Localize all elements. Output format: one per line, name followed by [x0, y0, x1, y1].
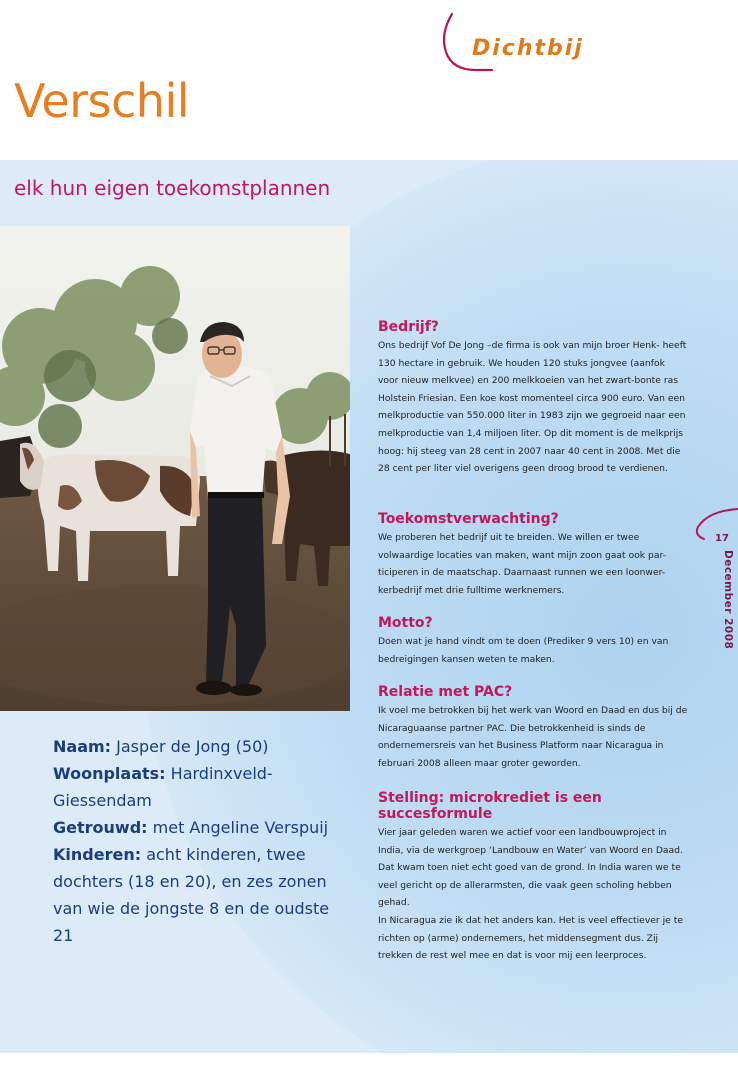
section-body: Ik voel me betrokken bij het werk van Woord en Daad en dus bij de Nicaraguaanse partner PAC. Die betrokkenheid is sinds de ondernemersreis van het Business Platform naar Nicaragua in februari 2008 alleen maar groter geworden. — [378, 705, 688, 769]
section-motto — [378, 615, 688, 668]
profile-children-value: acht kinderen, twee dochters (18 en 20), en zes zonen van wie de jongste 8 en de oudste 21 — [53, 845, 330, 945]
profile-married — [53, 814, 353, 841]
profile-married-value: met Angeline Verspuij — [152, 818, 329, 837]
dichtbij-logo — [438, 8, 598, 72]
section-body: Ons bedrijf Vof De Jong –de firma is ook van mijn broer Henk- heeft 130 hectare in gebruik. We houden 120 stuks jongvee (aanfok voor nieuw melkvee) en 200 melkkoeien van het zwart-bonte ras Holstein Friesian. Een koe kost momenteel circa 900 euro. Van een melkproductie van 550.000 liter in 1983 zijn we gegroeid naar een melkproductie van 1,4 miljoen liter. Op dit moment is de melkprijs hoog: hij steeg van 28 cent in 2007 naar 40 cent in 2008. Met die 28 cent per liter viel overigens geen droog brood te verdienen. — [378, 340, 687, 475]
section-heading: Toekomstverwachting? — [378, 511, 559, 527]
section-body: Vier jaar geleden waren we actief voor een landbouwproject in India, via de werkgroep ‘Landbouw en Water’ van Woord en Daad. Dat kwam toen niet echt goed van de grond. In India waren we te veel gericht op de allerarmsten, die vaak geen scholing hebben gehad. — [378, 827, 683, 909]
section-body: Doen wat je hand vindt om te doen (Prediker 9 vers 10) en van bedreigingen kansen weten te maken. — [378, 636, 669, 665]
profile-children — [53, 841, 353, 949]
profile-residence — [53, 760, 353, 814]
section-body-2: In Nicaragua zie ik dat het anders kan. Het is veel effectiever je te richten op (arme) ondernemers, het middensegment dus. Zij trekken de rest wel mee en dat is voor mij een leerproces. — [378, 914, 683, 962]
section-heading: Relatie met PAC? — [378, 684, 513, 700]
logo-text: Dichtbij — [472, 36, 584, 61]
profile-name — [53, 733, 353, 760]
section-relatie — [378, 684, 688, 772]
section-heading: Stelling: microkrediet is een succesformule — [378, 790, 602, 822]
section-body: We proberen het bedrijf uit te breiden. We willen er twee volwaardige locaties van maken, want mijn zoon gaat ook par-ticiperen in de maatschap. Daarnaast runnen we een loonwer-kerbedrijf met drie fulltime werknemers. — [378, 532, 667, 596]
profile-info — [53, 733, 353, 949]
margin-arc — [690, 505, 738, 545]
profile-residence-label: Woonplaats: — [53, 764, 166, 783]
section-heading: Bedrijf? — [378, 319, 439, 335]
farmer-photo — [0, 226, 350, 711]
profile-name-value: Jasper de Jong (50) — [116, 737, 269, 756]
page-subtitle: elk hun eigen toekomstplannen — [14, 176, 331, 200]
profile-name-label: Naam: — [53, 737, 112, 756]
section-toekomstverwachting — [378, 511, 688, 599]
profile-residence-value: Hardinxveld-Giessendam — [53, 764, 273, 810]
profile-children-label: Kinderen: — [53, 845, 142, 864]
section-stelling — [378, 790, 688, 965]
profile-married-label: Getrouwd: — [53, 818, 148, 837]
section-heading: Motto? — [378, 615, 433, 631]
page-title: Verschil — [14, 74, 190, 128]
issue-date: December 2008 — [722, 550, 734, 650]
page-number: 17 — [715, 533, 729, 544]
section-bedrijf — [378, 319, 688, 478]
